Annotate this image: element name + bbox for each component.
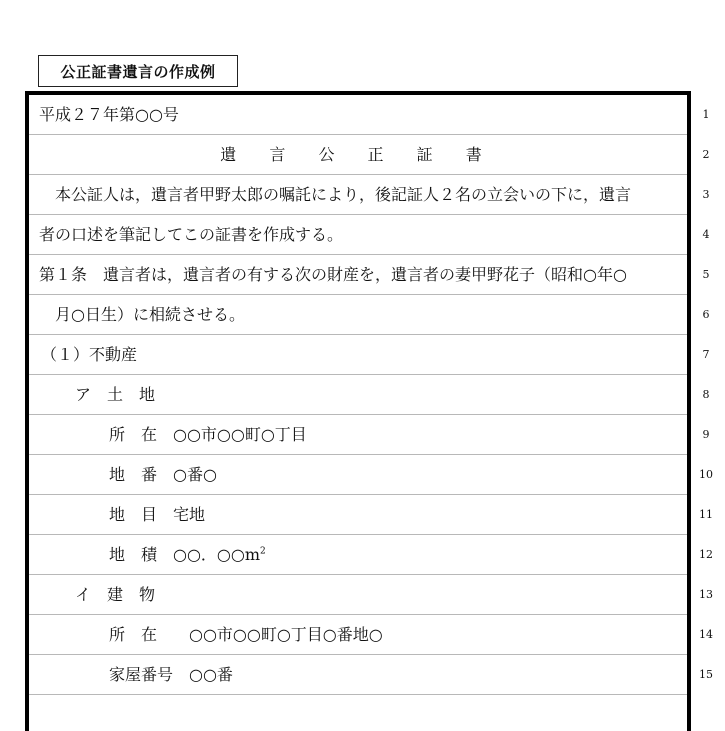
document-line	[29, 135, 687, 175]
line-text: 本公証人は，遺言者甲野太郎の嘱託により，後記証人２名の立会いの下に，遺言	[55, 185, 632, 204]
line-number: 11	[699, 508, 713, 521]
line-text: 平成２７年第○○号	[39, 105, 179, 124]
document-line	[29, 655, 687, 695]
document-line	[29, 535, 687, 575]
document-line	[29, 455, 687, 495]
line-text: イ 建 物	[75, 585, 156, 604]
line-number: 3	[702, 188, 710, 201]
line-number: 15	[699, 668, 713, 681]
document-title-text: 公正証書遺言の作成例	[60, 62, 216, 81]
document-line	[29, 95, 687, 135]
line-number: 5	[702, 268, 710, 281]
line-text: 地 目 宅地	[109, 505, 206, 524]
document-title-label	[38, 55, 238, 87]
line-text: 家屋番号 ○○番	[109, 665, 233, 684]
line-text	[109, 535, 266, 575]
line-number: 7	[702, 348, 710, 361]
line-text: 所 在 ○○市○○町○丁目○番地○	[109, 625, 383, 644]
line-number: 14	[699, 628, 713, 641]
line-number: 1	[702, 108, 710, 121]
line-text: ア 土 地	[75, 385, 156, 404]
document-line	[29, 415, 687, 455]
certificate-heading: 遺 言 公 正 証 書	[220, 145, 496, 164]
document-line	[29, 175, 687, 215]
line-number: 13	[699, 588, 713, 601]
line-text: （１）不動産	[41, 345, 138, 364]
line-text: 者の口述を筆記してこの証書を作成する。	[39, 225, 344, 244]
line-number: 12	[699, 548, 713, 561]
line-text: 月○日生）に相続させる。	[55, 305, 245, 324]
line-number: 4	[702, 228, 710, 241]
line-text: 地 番 ○番○	[109, 465, 217, 484]
certificate-frame	[25, 91, 691, 731]
line-number: 6	[702, 308, 710, 321]
document-line	[29, 215, 687, 255]
line-text: 所 在 ○○市○○町○丁目	[109, 425, 307, 444]
line-number: 2	[702, 148, 710, 161]
line-number: 10	[699, 468, 713, 481]
document-line	[29, 615, 687, 655]
line-text: 第１条 遺言者は，遺言者の有する次の財産を，遺言者の妻甲野花子（昭和○年○	[39, 265, 627, 284]
document-line	[29, 255, 687, 295]
document-line	[29, 295, 687, 335]
document-line	[29, 335, 687, 375]
area-text: 地 積 ○○．○○m	[109, 545, 261, 564]
document-line	[29, 575, 687, 615]
line-number: 8	[702, 388, 710, 401]
document-line	[29, 495, 687, 535]
square-superscript: 2	[260, 546, 266, 557]
document-line	[29, 375, 687, 415]
line-number: 9	[702, 428, 710, 441]
